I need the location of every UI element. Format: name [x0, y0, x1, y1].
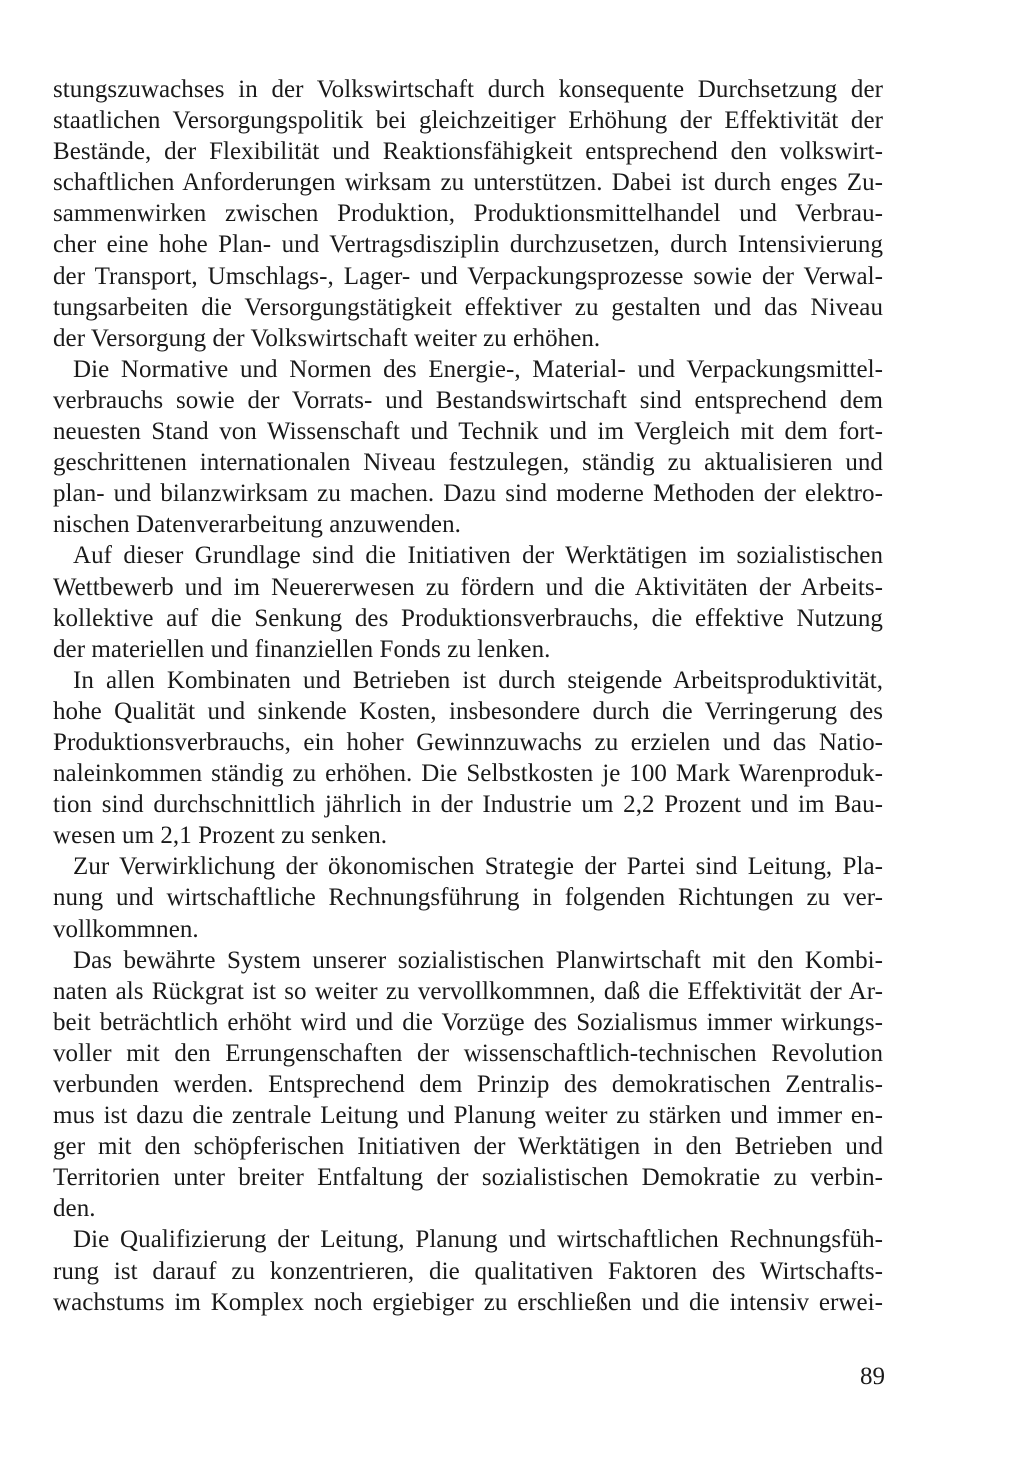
text-line: Bestände, der Flexibilität und Reaktionsfähigkeit entsprechend den volkswirt-	[53, 138, 883, 166]
text-line: In allen Kombinaten und Betrieben ist durch steigende Arbeitsproduktivität,	[73, 666, 883, 694]
text-line: cher eine hohe Plan- und Vertragsdisziplin durchzusetzen, durch Intensivierung	[53, 231, 883, 259]
text-line: verbrauchs sowie der Vorrats- und Bestandswirtschaft sind entsprechend dem	[53, 386, 883, 414]
text-line: vollkommnen.	[53, 915, 199, 943]
text-line: Territorien unter breiter Entfaltung der sozialistischen Demokratie zu verbin-	[53, 1164, 883, 1192]
text-line: Das bewährte System unserer sozialistischen Planwirtschaft mit den Kombi-	[73, 946, 883, 974]
text-line: ger mit den schöpferischen Initiativen der Werktätigen in den Betrieben und	[53, 1133, 883, 1161]
text-line: geschrittenen internationalen Niveau festzulegen, ständig zu aktualisieren und	[53, 449, 883, 477]
text-line: nung und wirtschaftliche Rechnungsführung in folgenden Richtungen zu ver-	[53, 884, 883, 912]
body-text	[53, 74, 883, 1318]
text-line: Auf dieser Grundlage sind die Initiativen der Werktätigen im sozialistischen	[73, 542, 883, 570]
page-number: 89	[860, 1363, 885, 1390]
text-line: wachstums im Komplex noch ergiebiger zu erschließen und die intensiv erwei-	[53, 1288, 883, 1316]
text-line: wesen um 2,1 Prozent zu senken.	[53, 822, 388, 850]
text-line: plan- und bilanzwirksam zu machen. Dazu sind moderne Methoden der elektro-	[53, 480, 883, 508]
text-line: der Versorgung der Volkswirtschaft weiter zu erhöhen.	[53, 324, 601, 352]
text-line: mus ist dazu die zentrale Leitung und Planung weiter zu stärken und immer en-	[53, 1102, 883, 1130]
text-line: den.	[53, 1195, 96, 1223]
text-line: Produktionsverbrauchs, ein hoher Gewinnzuwachs zu erzielen und das Natio-	[53, 728, 883, 756]
text-line: neuesten Stand von Wissenschaft und Technik und im Vergleich mit dem fort-	[53, 418, 883, 446]
text-line: Die Normative und Normen des Energie-, Material- und Verpackungsmittel-	[73, 355, 883, 383]
text-line: tungsarbeiten die Versorgungstätigkeit effektiver zu gestalten und das Niveau	[53, 293, 883, 321]
text-line: naleinkommen ständig zu erhöhen. Die Selbstkosten je 100 Mark Warenproduk-	[53, 760, 883, 788]
text-line: hohe Qualität und sinkende Kosten, insbesondere durch die Verringerung des	[53, 697, 883, 725]
text-line: tion sind durchschnittlich jährlich in der Industrie um 2,2 Prozent und im Bau-	[53, 791, 883, 819]
text-line: schaftlichen Anforderungen wirksam zu unterstützen. Dabei ist durch enges Zu-	[53, 169, 883, 197]
text-line: stungszuwachses in der Volkswirtschaft durch konsequente Durchsetzung der	[53, 76, 883, 103]
text-line: nischen Datenverarbeitung anzuwenden.	[53, 511, 461, 539]
text-line: Die Qualifizierung der Leitung, Planung und wirtschaftlichen Rechnungsfüh-	[73, 1226, 883, 1254]
text-line: Wettbewerb und im Neuererwesen zu fördern und die Aktivitäten der Arbeits-	[53, 573, 883, 601]
text-line: voller mit den Errungenschaften der wissenschaftlich-technischen Revolution	[53, 1039, 883, 1067]
text-line: verbunden werden. Entsprechend dem Prinzip des demokratischen Zentralis-	[53, 1071, 883, 1098]
text-line: der Transport, Umschlags-, Lager- und Verpackungsprozesse sowie der Verwal-	[53, 262, 883, 290]
text-line: Zur Verwirklichung der ökonomischen Strategie der Partei sind Leitung, Pla-	[73, 853, 883, 881]
text-line: der materiellen und finanziellen Fonds zu lenken.	[53, 635, 551, 663]
text-line: rung ist darauf zu konzentrieren, die qualitativen Faktoren des Wirtschafts-	[53, 1257, 883, 1285]
text-line: sammenwirken zwischen Produktion, Produktionsmittelhandel und Verbrau-	[53, 200, 883, 228]
text-line: staatlichen Versorgungspolitik bei gleichzeitiger Erhöhung der Effektivität der	[53, 107, 883, 135]
text-line: kollektive auf die Senkung des Produktionsverbrauchs, die effektive Nutzung	[53, 604, 883, 632]
text-line: naten als Rückgrat ist so weiter zu vervollkommnen, daß die Effektivität der Ar-	[53, 977, 883, 1005]
text-line: beit beträchtlich erhöht wird und die Vorzüge des Sozialismus immer wirkungs-	[53, 1008, 883, 1036]
